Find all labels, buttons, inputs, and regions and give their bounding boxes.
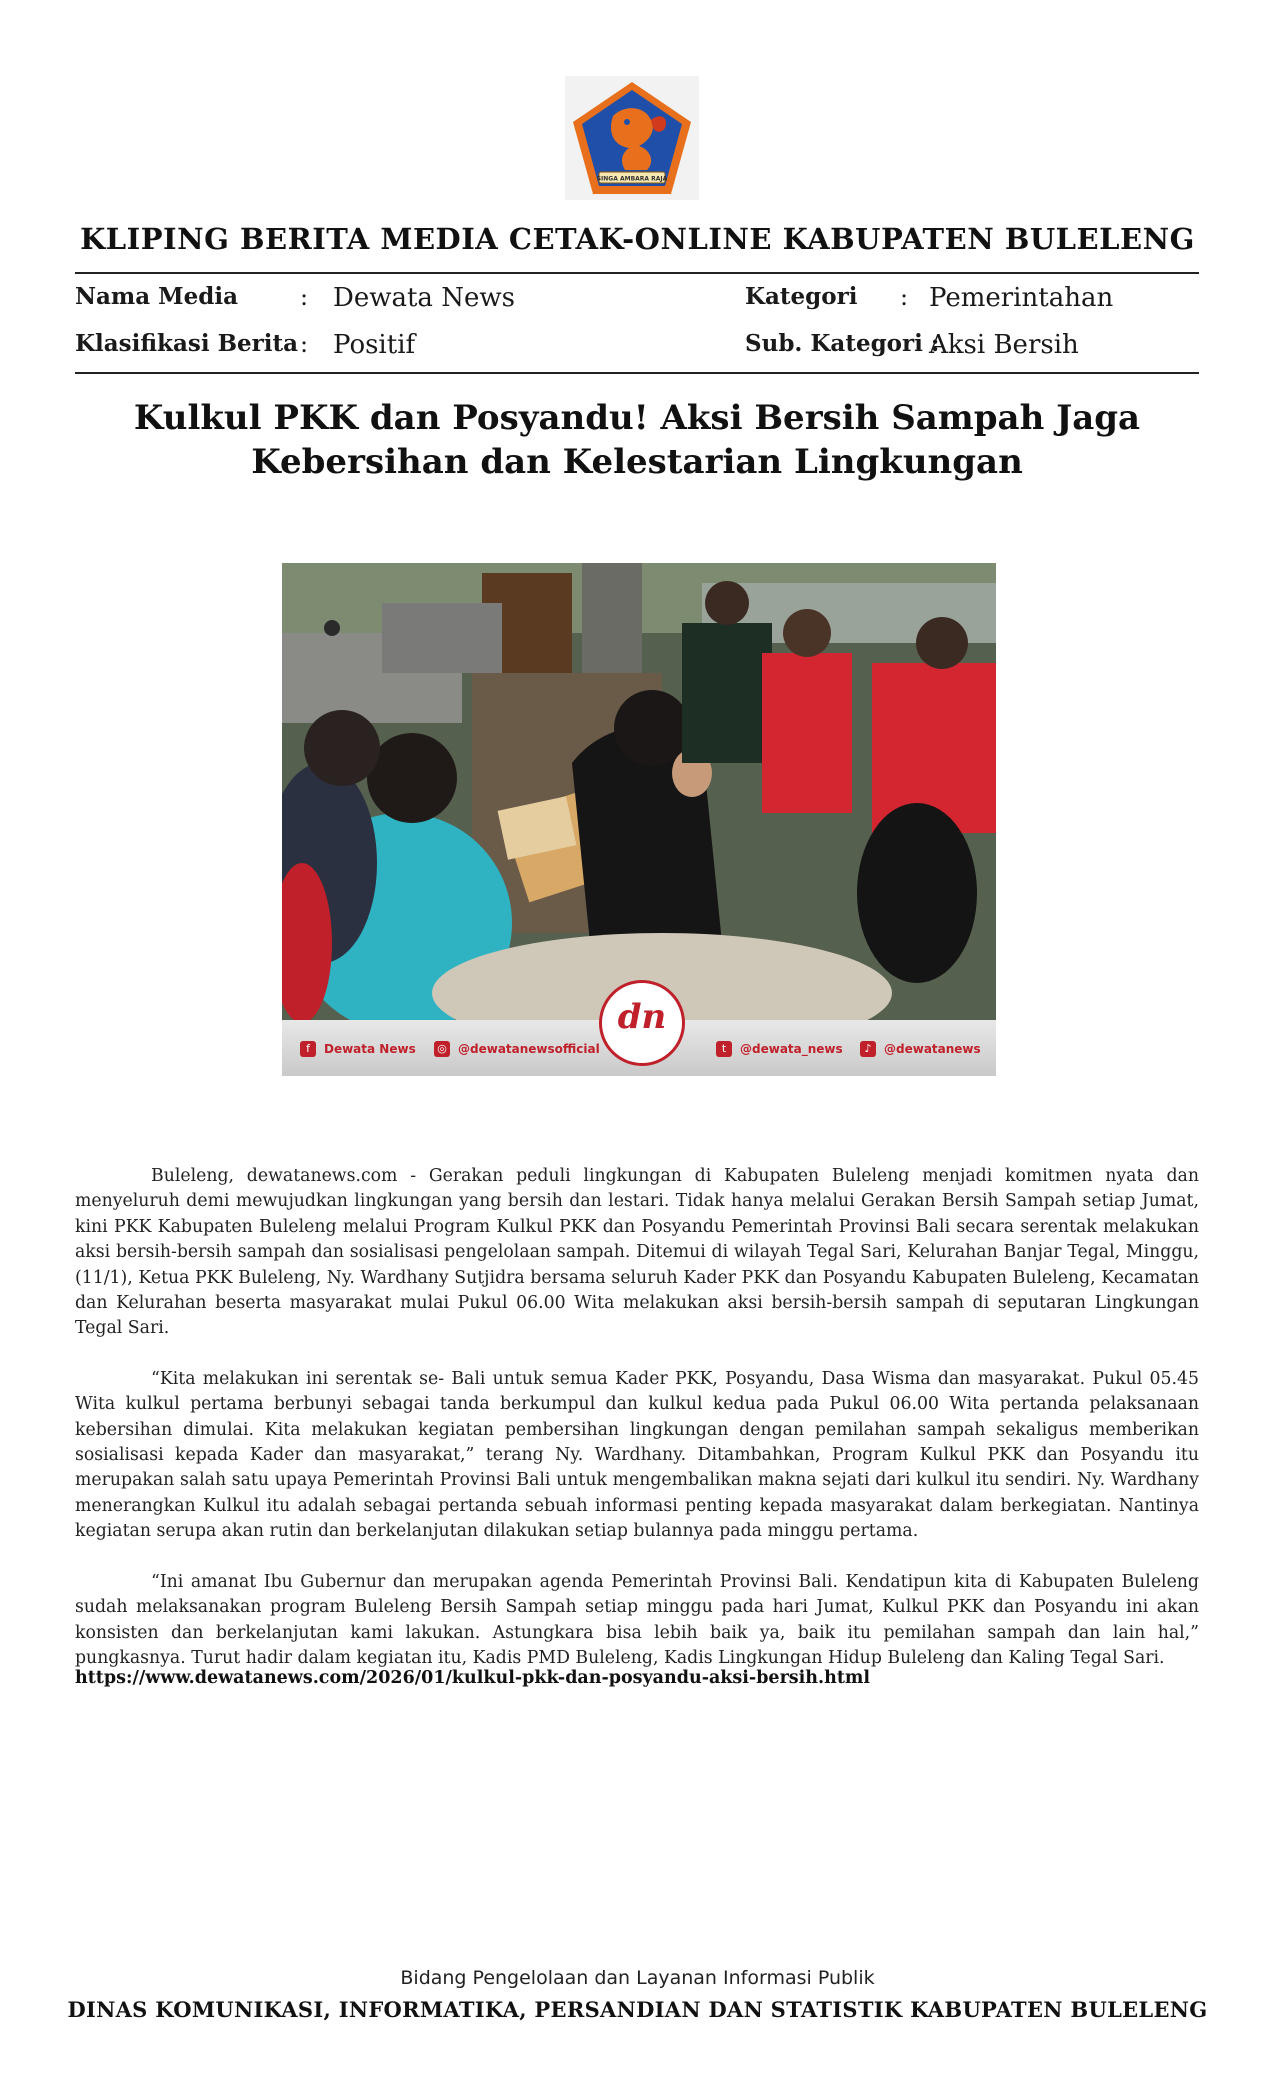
dewata-news-logo-text: dn — [617, 997, 667, 1037]
photo-scene — [282, 563, 996, 1020]
nama-media-label: Nama Media — [75, 283, 238, 310]
sub-kategori-value: Aksi Bersih — [929, 330, 1079, 360]
clipping-title: KLIPING BERITA MEDIA CETAK-ONLINE KABUPATEN BULELENG — [80, 222, 1195, 256]
facebook-handle: Dewata News — [324, 1042, 416, 1056]
instagram-handle: @dewatanewsofficial — [458, 1042, 600, 1056]
svg-text:SINGA AMBARA RAJA: SINGA AMBARA RAJA — [596, 175, 668, 183]
klasifikasi-label: Klasifikasi Berita — [75, 330, 299, 357]
footer-title: DINAS KOMUNIKASI, INFORMATIKA, PERSANDIAN DAN STATISTIK KABUPATEN BULELENG — [67, 1997, 1208, 2022]
klasifikasi-colon: : — [300, 330, 309, 358]
kategori-label: Kategori — [745, 283, 858, 310]
divider-top — [75, 272, 1199, 274]
kategori-colon: : — [900, 283, 909, 311]
facebook-icon: f — [300, 1041, 316, 1057]
tiktok-handle: @dewatanews — [884, 1042, 981, 1056]
nama-media-colon: : — [300, 283, 309, 311]
news-photo — [282, 563, 996, 1076]
kategori-value: Pemerintahan — [929, 283, 1114, 313]
article-paragraph-2: “Kita melakukan ini serentak se- Bali untuk semua Kader PKK, Posyandu, Dasa Wisma dan masyarakat. Pukul 05.45 Wita kulkul pertama berbunyi sebagai tanda berkumpul dan kulkul kedua pada Pukul 06.00 Wita pertanda pelaksanaan kebersihan dimulai. Kita melakukan kegiatan pembersihan lingkungan dengan pemilahan sampah sekaligus memberikan sosialisasi kepada Kader dan masyarakat,” terang Ny. Wardhany. Ditambahkan, Program Kulkul PKK dan Posyandu itu merupakan salah satu upaya Pemerintah Provinsi Bali untuk mengembalikan makna sejati dari kulkul itu sendiri. Ny. Wardhany menerangkan Kulkul itu adalah sebagai pertanda sebuah informasi penting kepada masyarakat dalam berkegiatan. Nantinya kegiatan serupa akan rutin dan berkelanjutan dilakukan setiap bulannya pada minggu pertama. — [75, 1368, 1199, 1542]
kabupaten-buleleng-logo — [565, 76, 699, 200]
divider-bottom — [75, 372, 1199, 374]
sub-kategori-label: Sub. Kategori : — [745, 330, 940, 357]
twitter-icon: t — [716, 1041, 732, 1057]
twitter-handle: @dewata_news — [740, 1042, 843, 1056]
footer-subtitle: Bidang Pengelolaan dan Layanan Informasi Publik — [400, 1967, 875, 1989]
article-paragraph-3: “Ini amanat Ibu Gubernur dan merupakan agenda Pemerintah Provinsi Bali. Kendatipun kita di Kabupaten Buleleng sudah melaksanakan program Buleleng Bersih Sampah setiap minggu pada hari Jumat, Kulkul PKK dan Posyandu ini akan konsisten dan berkelanjutan kami lakukan. Astungkara bisa lebih baik ya, baik itu pemilahan sampah dan lain hal,” pungkasnya. Turut hadir dalam kegiatan itu, Kadis PMD Buleleng, Kadis Lingkungan Hidup Buleleng dan Kaling Tegal Sari. — [75, 1571, 1199, 1668]
instagram-icon: ◎ — [434, 1041, 450, 1057]
article-paragraph-1: Buleleng, dewatanews.com - Gerakan peduli lingkungan di Kabupaten Buleleng menjadi komitmen nyata dan menyeluruh demi mewujudkan lingkungan yang bersih dan lestari. Tidak hanya melalui Gerakan Bersih Sampah setiap Jumat, kini PKK Kabupaten Buleleng melalui Program Kulkul PKK dan Posyandu Pemerintah Provinsi Bali secara serentak melakukan aksi bersih-bersih sampah dan sosialisasi pengelolaan sampah. Ditemui di wilayah Tegal Sari, Kelurahan Banjar Tegal, Minggu, (11/1), Ketua PKK Buleleng, Ny. Wardhany Sutjidra bersama seluruh Kader PKK dan Posyandu Kabupaten Buleleng, Kecamatan dan Kelurahan beserta masyarakat mulai Pukul 06.00 Wita melakukan aksi bersih-bersih sampah di seputaran Lingkungan Tegal Sari. — [75, 1166, 1199, 1339]
tiktok-icon: ♪ — [860, 1041, 876, 1057]
article-headline: Kulkul PKK dan Posyandu! Aksi Bersih Sampah Jaga Kebersihan dan Kelestarian Lingkungan — [133, 398, 1141, 482]
article-body — [75, 1164, 1199, 1696]
article-url[interactable]: https://www.dewatanews.com/2026/01/kulkul-pkk-dan-posyandu-aksi-bersih.html — [75, 1668, 871, 1688]
dewata-news-logo — [599, 980, 685, 1066]
nama-media-value: Dewata News — [333, 283, 515, 313]
klasifikasi-value: Positif — [333, 330, 416, 360]
